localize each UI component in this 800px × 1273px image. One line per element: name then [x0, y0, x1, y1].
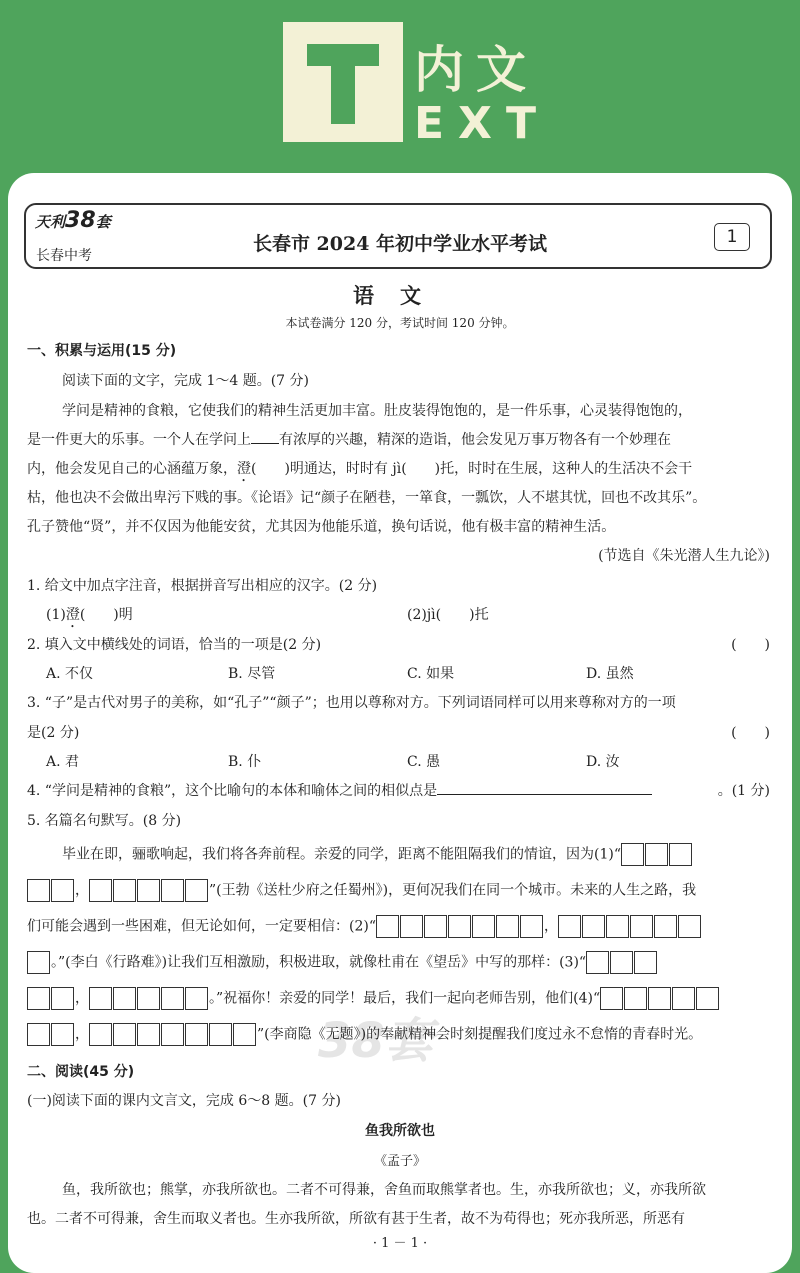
- q2-option-d[interactable]: D. 虽然: [586, 666, 634, 682]
- brand-logo: 天利38套: [35, 208, 111, 233]
- part-1-intro: (一)阅读下面的课内文言文，完成 6～8 题。(7 分): [27, 1093, 341, 1109]
- classic-line-2: 也。二者不可得兼，舍生而取义者也。生亦我所欲，所欲有甚于生者，故不为苟得也；死亦我所恶，所恶有: [27, 1211, 685, 1227]
- q4-stem: 4. “学问是精神的食粮”，这个比喻句的本体和喻体之间的相似点是: [27, 780, 652, 800]
- answer-boxes[interactable]: [89, 987, 209, 1010]
- q2-stem: 2. 填入文中横线处的词语，恰当的一项是(2 分): [27, 637, 322, 653]
- q1-part-a: (1)澄( )明: [46, 607, 133, 623]
- q3-option-d[interactable]: D. 汝: [586, 754, 620, 770]
- q1-part-b: (2)jì( )托: [407, 607, 489, 623]
- passage-line-2: 是一件更大的乐事。一个人在学问上 有浓厚的兴趣，精深的造诣，他会发见万事万物各有一个妙理在: [27, 429, 671, 449]
- answer-boxes[interactable]: [621, 843, 693, 866]
- top-banner: [0, 0, 800, 175]
- answer-boxes[interactable]: [558, 915, 702, 938]
- q3-option-c[interactable]: C. 愚: [407, 754, 441, 770]
- classic-title: 鱼我所欲也: [365, 1123, 435, 1139]
- q3-option-a[interactable]: A. 君: [46, 754, 80, 770]
- section-1-heading: 一、积累与运用(15 分): [27, 343, 177, 359]
- watermark: 38套: [318, 1013, 433, 1069]
- q5-line-1: 毕业在即，骊歌响起，我们将各奔前程。亲爱的同学，距离不能阻隔我们的情谊，因为(1)“: [62, 843, 693, 866]
- q3-stem-2: 是(2 分): [27, 725, 80, 741]
- q3-option-b[interactable]: B. 仆: [228, 754, 262, 770]
- banner-title-cn: 内文: [414, 41, 538, 99]
- q5-line-5: ， 。”祝福你！亲爱的同学！最后，我们一起向老师告别，他们(4)“: [27, 987, 720, 1010]
- q4-tail: 。(1 分): [717, 783, 770, 799]
- q5-line-3: 们可能会遇到一些困难，但无论如何，一定要相信：(2)“ ，: [27, 915, 702, 938]
- brand-subtitle: 长春中考: [36, 248, 92, 264]
- q3-stem-1: 3. “子”是古代对男子的美称，如“孔子”“颜子”；也用以尊称对方。下列词语同样可以用来尊称对方的一项: [27, 695, 676, 711]
- q1-stem: 1. 给文中加点字注音，根据拼音写出相应的汉字。(2 分): [27, 578, 378, 594]
- answer-boxes[interactable]: [27, 987, 75, 1010]
- q2-option-c[interactable]: C. 如果: [407, 666, 455, 682]
- answer-boxes[interactable]: [89, 879, 209, 902]
- banner-title-en: EXT: [414, 98, 550, 149]
- classic-author: 《孟子》: [373, 1154, 426, 1169]
- section-2-heading: 二、阅读(45 分): [27, 1064, 135, 1080]
- passage-line-1: 学问是精神的食粮，它使我们的精神生活更加丰富。肚皮装得饱饱的，是一件乐事，心灵装得饱饱的，: [62, 403, 692, 419]
- q5-line-6: ， ”(李商隐《无题》)的奉献精神会时刻提醒我们度过永不怠惰的青春时光。: [27, 1023, 702, 1046]
- answer-boxes[interactable]: [376, 915, 544, 938]
- q5-line-2: ， ”(王勃《送杜少府之任蜀州》)，更何况我们在同一个城市。未来的人生之路，我: [27, 879, 696, 902]
- passage-source: (节选自《朱光潜人生九论》): [598, 548, 770, 564]
- q5-stem: 5. 名篇名句默写。(8 分): [27, 813, 182, 829]
- q5-line-4: 。”(李白《行路难》)让我们互相激励，积极进取，就像杜甫在《望岳》中写的那样：(3)“: [27, 951, 658, 974]
- fill-blank[interactable]: [251, 429, 279, 444]
- page-footer: · 1 － 1 ·: [372, 1236, 428, 1251]
- q4-answer-line[interactable]: [437, 780, 652, 795]
- exam-note: 本试卷满分 120 分，考试时间 120 分钟。: [285, 316, 515, 330]
- subject-title: 语文: [353, 283, 447, 308]
- answer-boxes[interactable]: [27, 951, 51, 974]
- q3-answer-bracket[interactable]: ( ): [731, 725, 770, 741]
- answer-boxes[interactable]: [89, 1023, 257, 1046]
- q2-option-b[interactable]: B. 尽管: [228, 666, 276, 682]
- passage-line-4: 枯，他也决不会做出卑污下贱的事。《论语》记“颜子在陋巷，一箪食，一瓢饮，人不堪其忧，回也不改其乐”。: [27, 490, 707, 506]
- classic-line-1: 鱼，我所欲也；熊掌，亦我所欲也。二者不可得兼，舍鱼而取熊掌者也。生，亦我所欲也；义，亦我所欲: [62, 1182, 706, 1198]
- answer-boxes[interactable]: [586, 951, 658, 974]
- t-logo-icon: [283, 22, 403, 142]
- exam-title: 长春市 2024 年初中学业水平考试: [252, 233, 548, 255]
- q2-option-a[interactable]: A. 不仅: [46, 666, 94, 682]
- answer-boxes[interactable]: [600, 987, 720, 1010]
- answer-boxes[interactable]: [27, 1023, 75, 1046]
- reading-intro: 阅读下面的文字，完成 1～4 题。(7 分): [62, 373, 309, 389]
- passage-line-3: 内，他会发见自己的心涵蕴万象，澄( )明通达，时时有 jì( )托，时时在生展，这种人的生活决不会干: [27, 461, 693, 477]
- page-badge: 1: [714, 223, 750, 251]
- answer-boxes[interactable]: [27, 879, 75, 902]
- q2-answer-bracket[interactable]: ( ): [731, 637, 770, 653]
- passage-line-5: 孔子赞他“贤”，并不仅因为他能安贫，尤其因为他能乐道，换句话说，他有极丰富的精神生活。: [27, 519, 616, 535]
